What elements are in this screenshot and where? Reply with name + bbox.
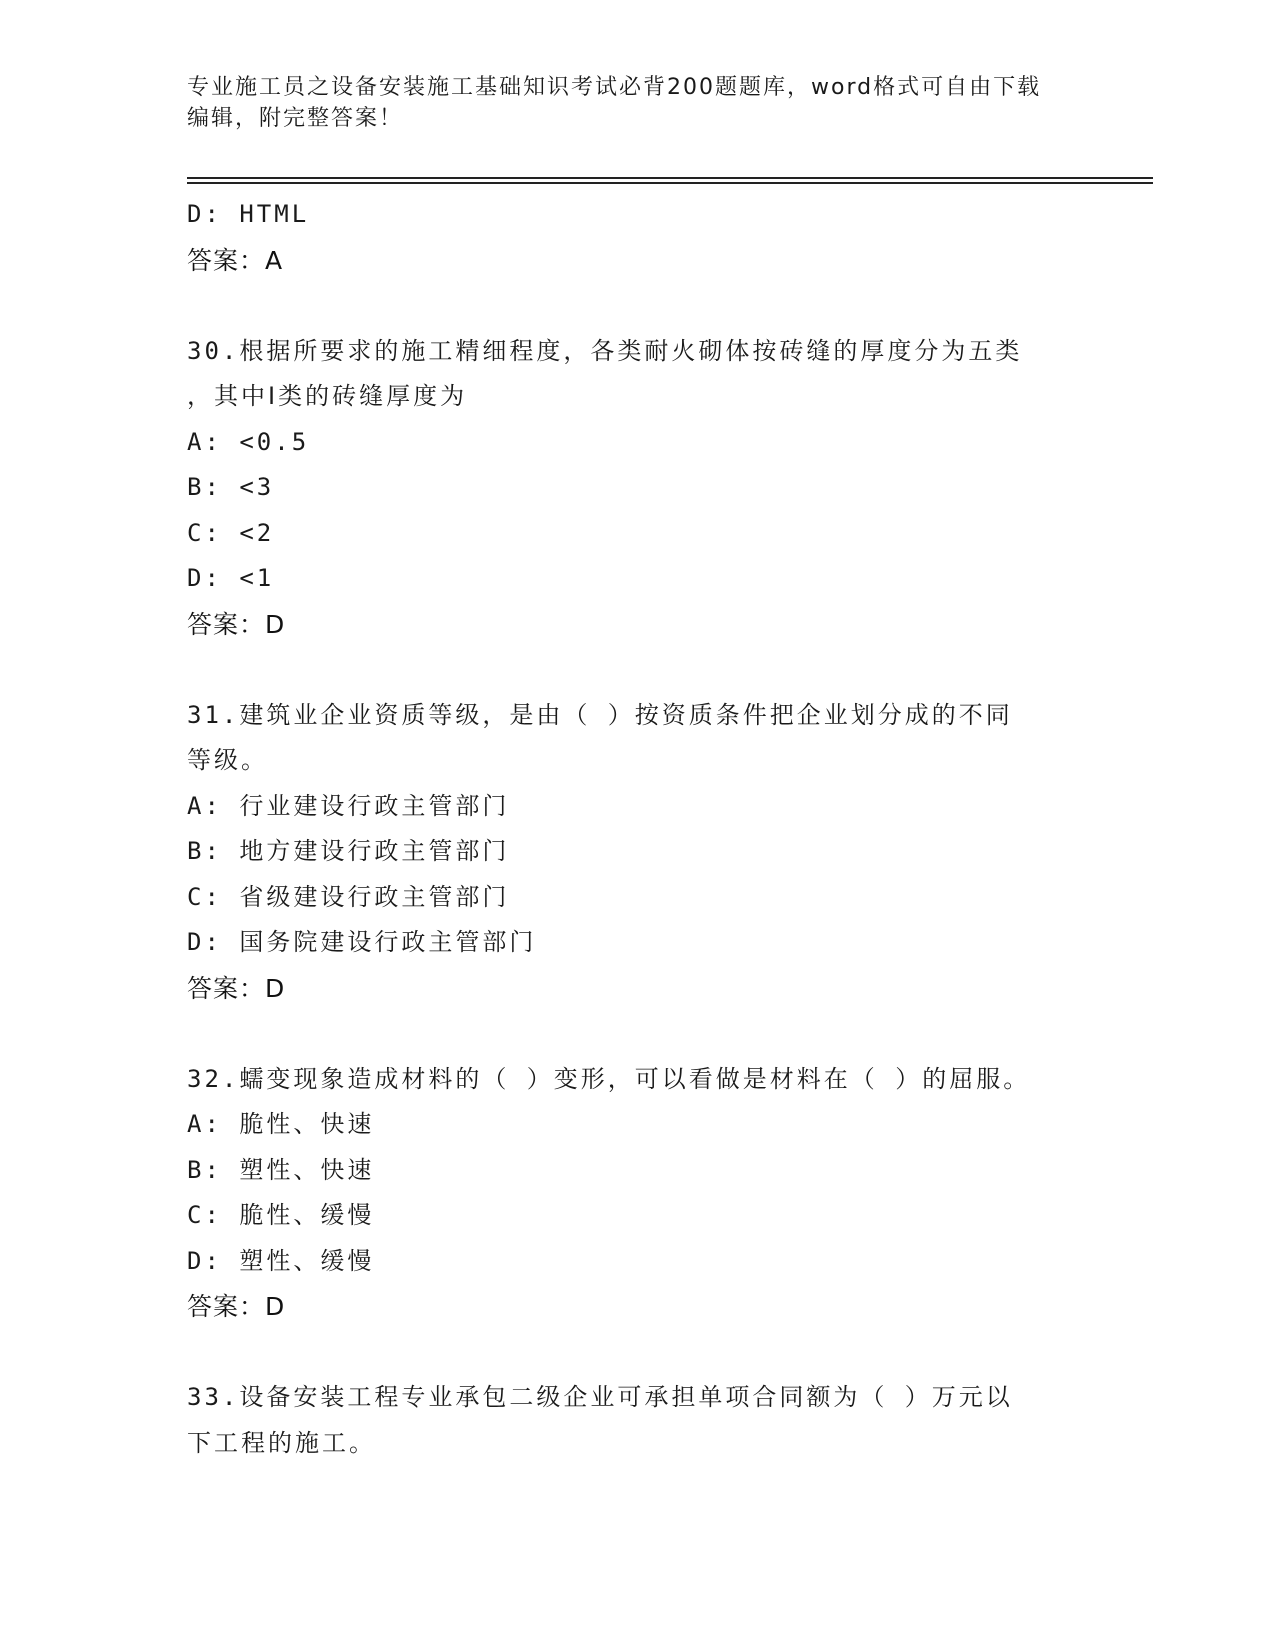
option-b: B: 塑性、快速 bbox=[187, 1155, 375, 1184]
question-31 bbox=[187, 693, 1087, 1012]
option-a: A: <0.5 bbox=[187, 427, 310, 456]
prev-answer: 答案：A bbox=[187, 245, 284, 275]
option-d: D: <1 bbox=[187, 564, 275, 592]
option-d: D: 塑性、缓慢 bbox=[187, 1246, 375, 1275]
document-header bbox=[187, 72, 1087, 134]
option-b: B: <3 bbox=[187, 473, 275, 501]
question-32 bbox=[187, 1057, 1087, 1330]
option-c: C: 省级建设行政主管部门 bbox=[187, 882, 510, 911]
question-stem: 32.蠕变现象造成材料的（ ）变形，可以看做是材料在（ ）的屈服。 bbox=[187, 1064, 1031, 1093]
question-stem-cont: 下工程的施工。 bbox=[187, 1428, 376, 1457]
option-a: A: 脆性、快速 bbox=[187, 1110, 375, 1138]
header-rule-bottom bbox=[187, 182, 1153, 184]
answer: 答案：D bbox=[187, 973, 286, 1003]
question-list bbox=[187, 192, 1087, 1466]
question-stem: 33.设备安装工程专业承包二级企业可承担单项合同额为（ ）万元以 bbox=[187, 1383, 1013, 1411]
question-stem: 31.建筑业企业资质等级，是由（ ）按资质条件把企业划分成的不同 bbox=[187, 700, 1013, 729]
answer: 答案：D bbox=[187, 609, 286, 639]
header-line-2: 编辑，附完整答案！ bbox=[187, 106, 404, 131]
option-a: A: 行业建设行政主管部门 bbox=[187, 791, 510, 820]
option-c: C: <2 bbox=[187, 518, 275, 547]
question-30 bbox=[187, 329, 1087, 648]
question-stem-cont: 等级。 bbox=[187, 746, 268, 774]
header-rule-top bbox=[187, 177, 1153, 179]
option-d: D: 国务院建设行政主管部门 bbox=[187, 928, 537, 956]
question-stem-cont: ，其中Ⅰ类的砖缝厚度为 bbox=[187, 382, 468, 410]
question-33 bbox=[187, 1375, 1087, 1466]
option-c: C: 脆性、缓慢 bbox=[187, 1201, 375, 1229]
question-stem: 30.根据所要求的施工精细程度，各类耐火砌体按砖缝的厚度分为五类 bbox=[187, 336, 1023, 365]
header-line-1: 专业施工员之设备安装施工基础知识考试必背200题题库，word格式可自由下载 bbox=[187, 75, 1042, 100]
prev-option-d: D: HTML bbox=[187, 200, 310, 228]
answer: 答案：D bbox=[187, 1292, 286, 1321]
option-b: B: 地方建设行政主管部门 bbox=[187, 837, 510, 865]
